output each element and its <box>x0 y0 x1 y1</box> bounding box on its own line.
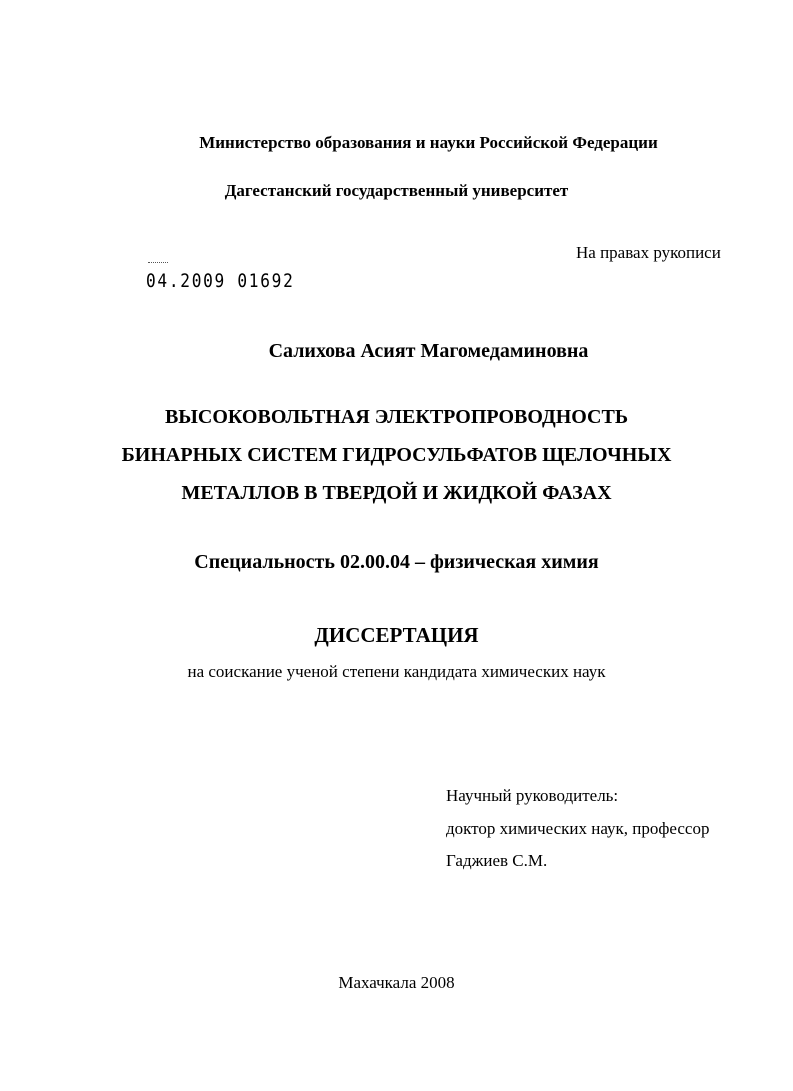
title-line-1: ВЫСОКОВОЛЬТНАЯ ЭЛЕКТРОПРОВОДНОСТЬ <box>164 406 629 428</box>
author-name: Салихова Асият Магомедаминовна <box>268 340 589 362</box>
registration-code: 04.2009 01692 <box>146 270 295 292</box>
place-year: Махачкала 2008 <box>338 973 455 992</box>
title-line-3: МЕТАЛЛОВ В ТВЕРДОЙ И ЖИДКОЙ ФАЗАХ <box>181 482 612 504</box>
code-mark <box>148 262 168 264</box>
university-name: Дагестанский государственный университет <box>224 181 569 200</box>
rights-note: На правах рукописи <box>576 243 721 262</box>
specialty: Специальность 02.00.04 – физическая химия <box>194 551 599 573</box>
document-type: ДИССЕРТАЦИЯ <box>314 623 479 647</box>
title-line-2: БИНАРНЫХ СИСТЕМ ГИДРОСУЛЬФАТОВ ЩЕЛОЧНЫХ <box>121 444 672 466</box>
supervisor-name: Гаджиев С.М. <box>446 851 548 870</box>
ministry-name: Министерство образования и науки Российской Федерации <box>199 133 658 152</box>
supervisor-title: доктор химических наук, профессор <box>446 819 710 838</box>
degree-line: на соискание ученой степени кандидата химических наук <box>187 662 606 681</box>
supervisor-label: Научный руководитель: <box>446 786 619 805</box>
